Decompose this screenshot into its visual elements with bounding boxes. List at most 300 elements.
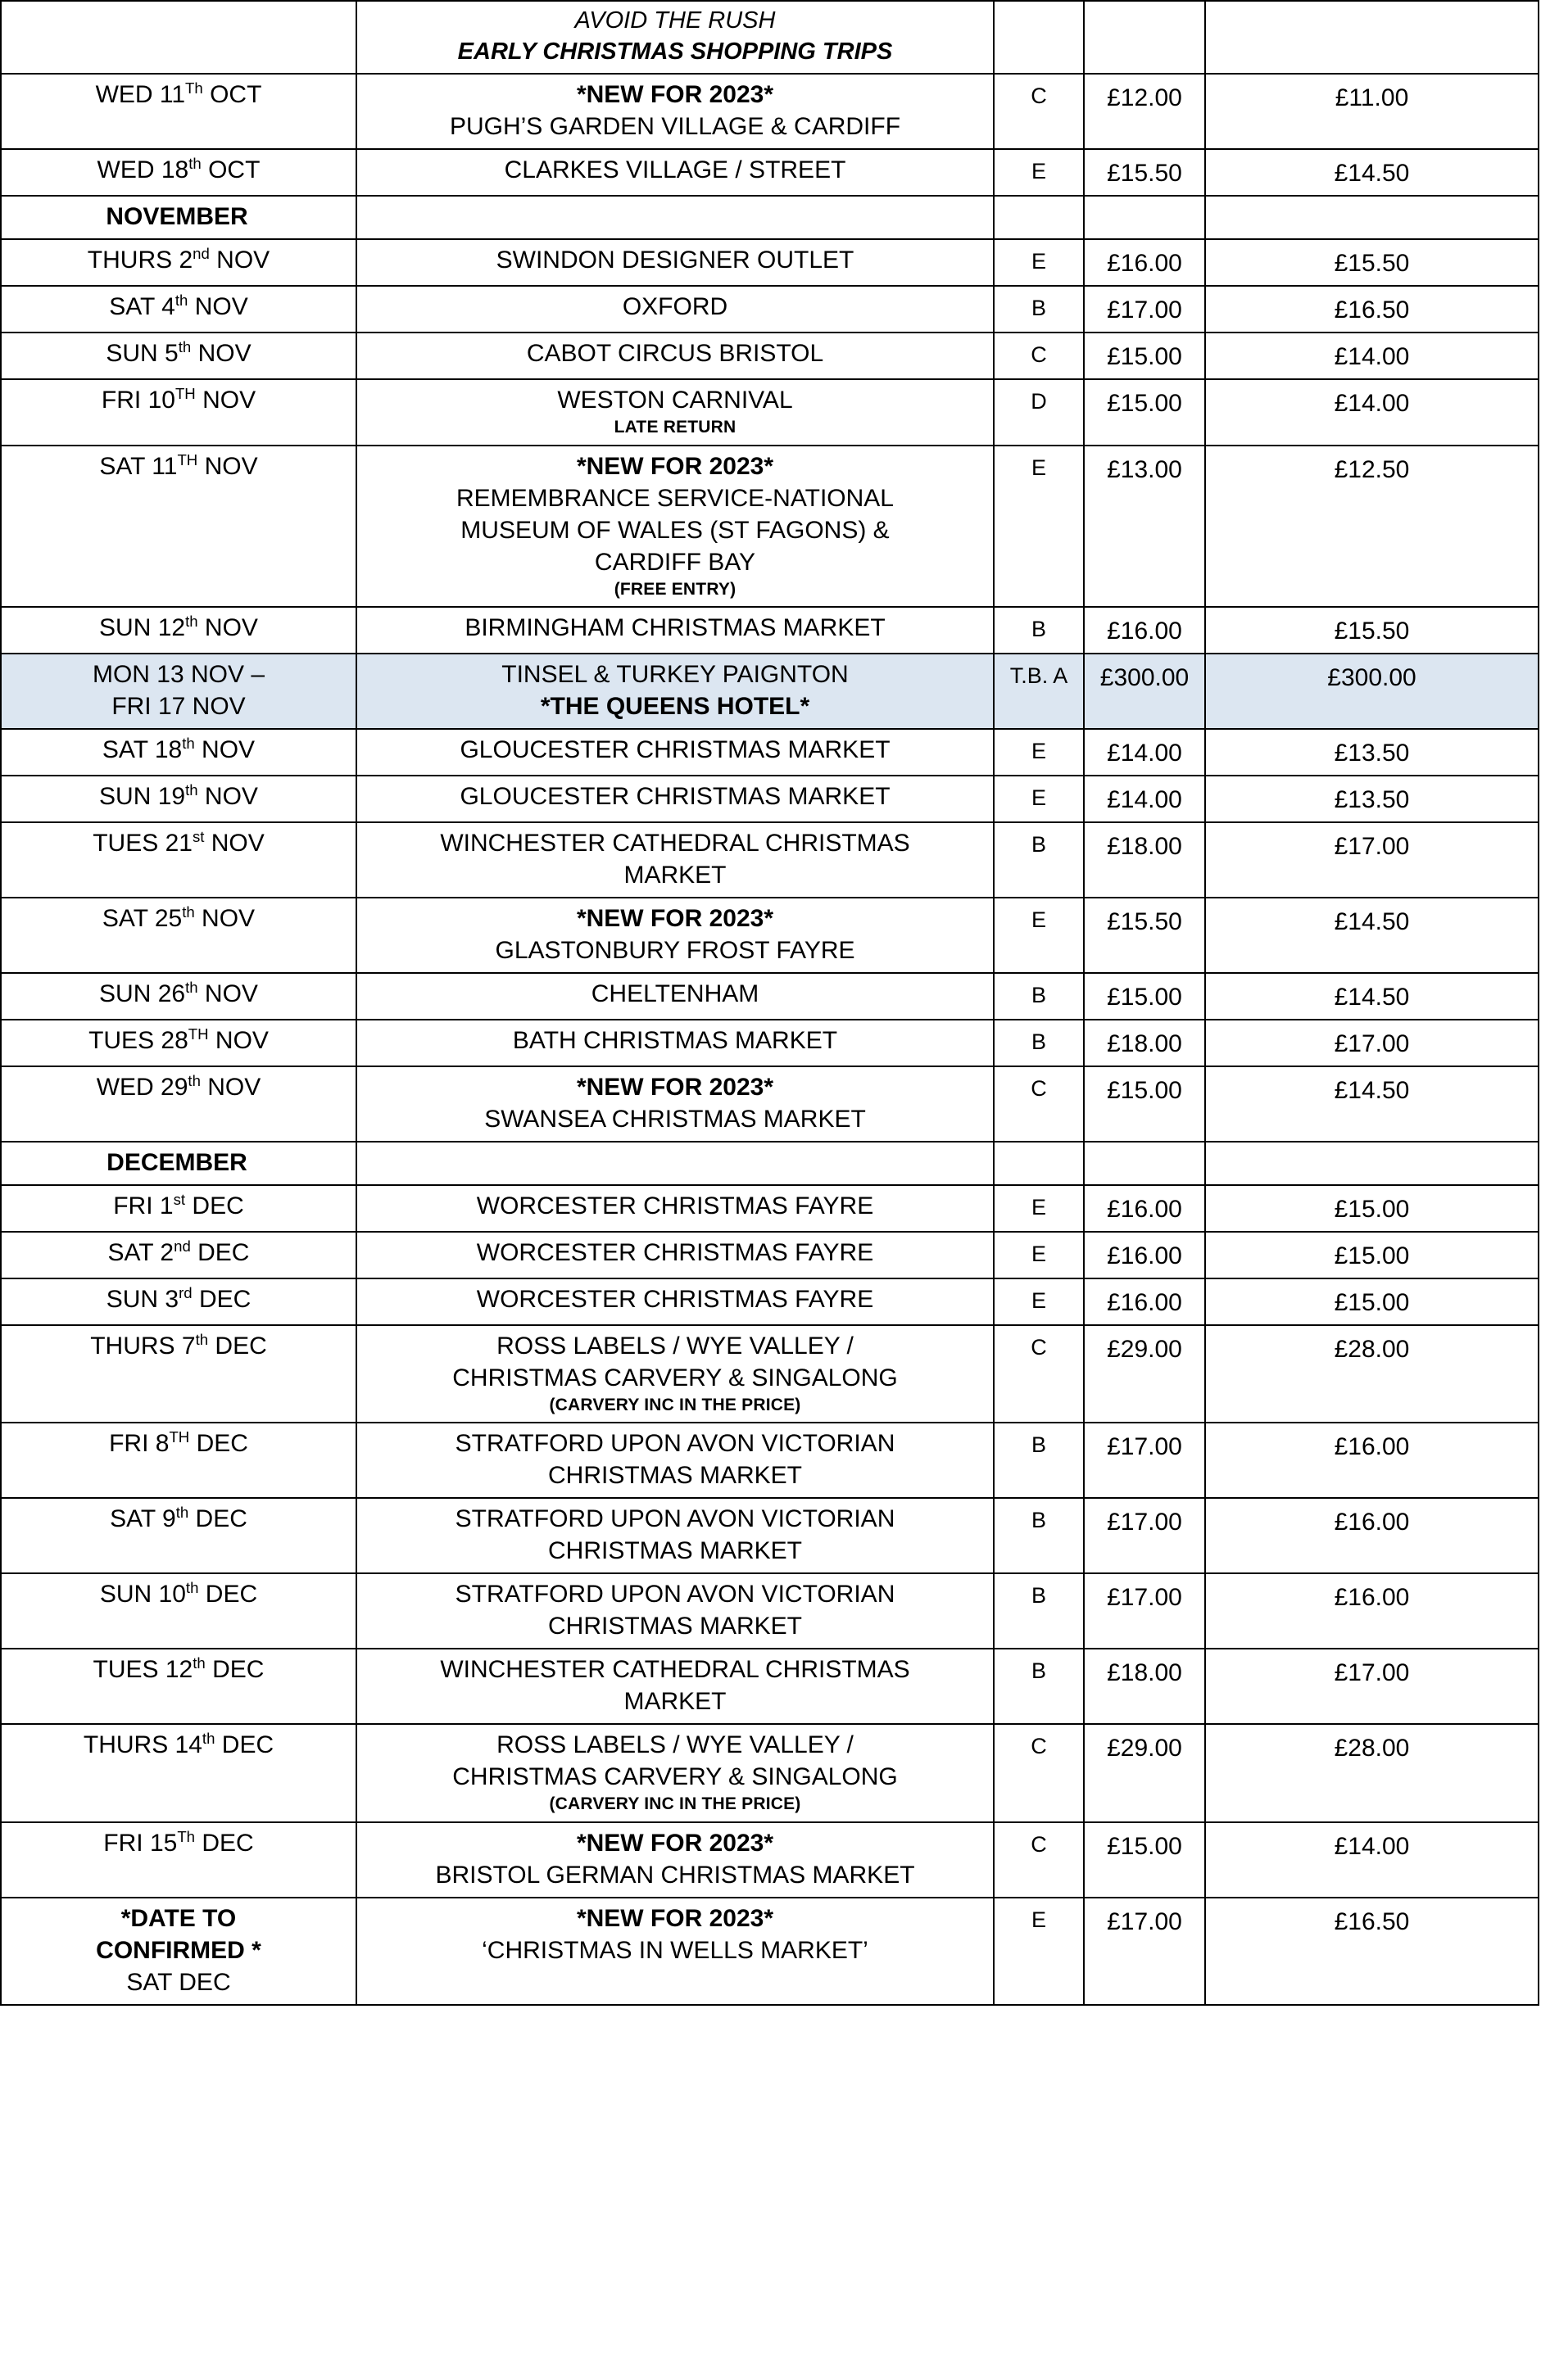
trip-date-cell (1, 1724, 356, 1821)
trip-destination-line: WORCESTER CHRISTMAS FAYRE (476, 1238, 874, 1266)
trip-grade-cell (994, 149, 1084, 196)
trip-destination-cell (356, 1724, 994, 1821)
table-row (1, 1423, 1539, 1498)
trip-date-cell (1, 196, 356, 239)
date-ordinal-suffix: nd (174, 1237, 191, 1255)
trip-date-cell (1, 654, 356, 729)
trip-date-text (2, 1423, 356, 1465)
trip-concession-fare-cell (1205, 286, 1539, 333)
trip-date-cell (1, 286, 356, 333)
trip-adult-fare-cell (1084, 379, 1205, 445)
date-ordinal-suffix: th (175, 1504, 189, 1522)
trip-grade-cell (994, 1020, 1084, 1066)
trip-destination-line: ROSS LABELS / WYE VALLEY / (496, 1731, 854, 1759)
trip-grade-text: E (1031, 785, 1046, 810)
trip-concession-fare-cell (1205, 822, 1539, 898)
trip-concession-fare-cell (1205, 1898, 1539, 2005)
trip-destination-line: SWANSEA CHRISTMAS MARKET (484, 1105, 866, 1133)
trip-concession-fare-cell (1205, 1325, 1539, 1423)
trip-date-line: SUN 5th NOV (106, 338, 252, 368)
trip-destination-line: REMEMBRANCE SERVICE-NATIONAL (456, 484, 894, 512)
trip-destination-text (357, 823, 993, 897)
trip-destination-line: CHRISTMAS MARKET (547, 1537, 803, 1565)
trip-concession-fare-cell (1205, 729, 1539, 776)
table-row (1, 822, 1539, 898)
trip-date-text (2, 654, 356, 728)
trip-date-line: *DATE TO (120, 1904, 237, 1932)
trip-adult-fare-text: £15.50 (1107, 907, 1182, 935)
trip-destination-text (357, 287, 993, 328)
trip-date-line: THURS 7th DEC (90, 1330, 267, 1360)
trip-date-text (2, 1823, 356, 1865)
trip-concession-fare-cell (1205, 1232, 1539, 1278)
trip-concession-fare-text: £16.00 (1334, 1509, 1410, 1536)
table-row (1, 1, 1539, 74)
date-ordinal-suffix: TH (169, 1428, 190, 1446)
trip-adult-fare-cell (1084, 333, 1205, 379)
trip-date-text (2, 1020, 356, 1062)
table-row (1, 1066, 1539, 1142)
trip-destination-line: *NEW FOR 2023* (576, 904, 774, 932)
table-row (1, 654, 1539, 729)
trip-date-cell (1, 379, 356, 445)
trip-date-line: THURS 2nd NOV (87, 245, 270, 274)
trip-date-text (2, 333, 356, 375)
trip-grade-text: B (1031, 831, 1046, 857)
trip-destination-note: (CARVERY INC IN THE PRICE) (549, 1794, 801, 1814)
table-row (1, 1142, 1539, 1185)
trip-destination-cell (356, 776, 994, 822)
trip-destination-cell (356, 1573, 994, 1649)
trip-destination-text (357, 333, 993, 375)
trip-adult-fare-text (1085, 2, 1204, 33)
trip-date-line: CONFIRMED * (96, 1936, 261, 1964)
trip-destination-text (357, 1067, 993, 1141)
trip-date-cell (1, 1822, 356, 1898)
trip-destination-cell (356, 149, 994, 196)
trip-date-cell (1, 1066, 356, 1142)
trip-destination-line: STRATFORD UPON AVON VICTORIAN (455, 1505, 895, 1533)
trip-grade-cell (994, 1724, 1084, 1821)
trip-date-text (2, 75, 356, 116)
trip-concession-fare-text: £16.00 (1334, 1433, 1410, 1461)
date-ordinal-suffix: TH (188, 1025, 209, 1043)
date-ordinal-suffix: th (188, 1071, 201, 1089)
trip-destination-text (357, 1326, 993, 1422)
trip-date-text (2, 1574, 356, 1616)
trip-adult-fare-text: £17.00 (1107, 1433, 1182, 1461)
trip-concession-fare-text: £14.50 (1334, 1076, 1410, 1104)
trip-adult-fare-cell (1084, 1822, 1205, 1898)
trip-grade-cell (994, 196, 1084, 239)
trip-concession-fare-cell (1205, 898, 1539, 973)
trip-date-line: FRI 10TH NOV (101, 385, 256, 414)
trip-date-text (2, 776, 356, 818)
trip-date-text (2, 2, 356, 33)
trip-date-cell (1, 1185, 356, 1232)
table-row (1, 333, 1539, 379)
trip-destination-cell (356, 898, 994, 973)
trip-destination-text (357, 1423, 993, 1497)
date-ordinal-suffix: st (192, 827, 205, 845)
trip-grade-cell (994, 607, 1084, 654)
table-row (1, 1498, 1539, 1573)
trip-destination-cell (356, 1649, 994, 1724)
trip-concession-fare-text: £14.00 (1334, 343, 1410, 371)
date-ordinal-suffix: nd (193, 245, 210, 263)
trip-destination-cell (356, 74, 994, 149)
trip-grade-cell (994, 776, 1084, 822)
trip-destination-cell (356, 286, 994, 333)
trip-concession-fare-text: £11.00 (1335, 84, 1409, 112)
trip-adult-fare-cell (1084, 1498, 1205, 1573)
trip-grade-cell (994, 1822, 1084, 1898)
trip-adult-fare-cell (1084, 1898, 1205, 2005)
trip-grade-cell (994, 973, 1084, 1020)
trip-date-text (2, 1898, 356, 2004)
trip-date-text (2, 1233, 356, 1274)
trip-adult-fare-text: £15.00 (1107, 983, 1182, 1011)
trip-grade-text: E (1031, 1287, 1046, 1313)
trip-concession-fare-cell (1205, 776, 1539, 822)
trip-date-cell (1, 1020, 356, 1066)
trip-adult-fare-cell (1084, 1, 1205, 74)
trip-concession-fare-cell (1205, 1, 1539, 74)
trip-adult-fare-cell (1084, 654, 1205, 729)
trip-date-cell (1, 446, 356, 607)
trip-concession-fare-cell (1205, 973, 1539, 1020)
table-row (1, 776, 1539, 822)
trip-grade-text: E (1031, 455, 1046, 480)
trip-date-cell (1, 1, 356, 74)
trip-grade-text: D (1031, 389, 1047, 414)
trip-destination-line: BIRMINGHAM CHRISTMAS MARKET (465, 613, 886, 641)
trip-concession-fare-text: £14.50 (1334, 983, 1410, 1011)
trip-destination-text (357, 1142, 993, 1174)
trip-adult-fare-text: £16.00 (1107, 617, 1182, 645)
trip-concession-fare-cell (1205, 74, 1539, 149)
date-ordinal-suffix: TH (174, 385, 196, 403)
trip-destination-cell (356, 654, 994, 729)
trip-adult-fare-cell (1084, 1724, 1205, 1821)
trip-destination-text (357, 730, 993, 771)
trip-date-line: SAT 18th NOV (102, 734, 256, 763)
trip-date-line: FRI 1st DEC (113, 1190, 244, 1219)
trip-adult-fare-cell (1084, 776, 1205, 822)
trip-destination-text (357, 654, 993, 728)
trip-date-line: SAT 25th NOV (102, 903, 256, 932)
date-ordinal-suffix: st (173, 1190, 186, 1208)
table-row (1, 1822, 1539, 1898)
trip-grade-text: B (1031, 616, 1046, 641)
trip-date-cell (1, 822, 356, 898)
date-ordinal-suffix: Th (177, 1827, 196, 1845)
trip-destination-line: GLASTONBURY FROST FAYRE (495, 936, 855, 964)
trip-adult-fare-text: £17.00 (1107, 1509, 1182, 1536)
date-ordinal-suffix: th (193, 1654, 206, 1672)
trip-destination-line: *THE QUEENS HOTEL* (540, 692, 810, 720)
trip-adult-fare-cell (1084, 973, 1205, 1020)
trip-grade-text (995, 197, 1083, 228)
trip-adult-fare-text: £300.00 (1099, 663, 1190, 691)
trip-destination-line: CHRISTMAS MARKET (547, 1613, 803, 1640)
trip-destination-line: WORCESTER CHRISTMAS FAYRE (476, 1192, 874, 1219)
table-row (1, 446, 1539, 607)
date-ordinal-suffix: th (185, 1579, 199, 1597)
trip-destination-cell (356, 1325, 994, 1423)
trip-destination-cell (356, 729, 994, 776)
trip-destination-line: TINSEL & TURKEY PAIGNTON (501, 660, 849, 688)
trip-grade-cell (994, 286, 1084, 333)
trip-destination-line: ROSS LABELS / WYE VALLEY / (496, 1332, 854, 1360)
trip-date-text (2, 197, 356, 238)
trip-grade-cell (994, 74, 1084, 149)
trip-grade-cell (994, 1278, 1084, 1325)
trip-date-line: TUES 28TH NOV (88, 1025, 269, 1054)
trip-date-text (2, 1499, 356, 1541)
trip-destination-cell (356, 822, 994, 898)
trip-concession-fare-cell (1205, 446, 1539, 607)
trip-date-text (2, 823, 356, 865)
trip-adult-fare-cell (1084, 1278, 1205, 1325)
trip-destination-line: WESTON CARNIVAL (557, 387, 793, 414)
trip-destination-line: SWINDON DESIGNER OUTLET (496, 247, 854, 274)
trip-adult-fare-text: £17.00 (1107, 296, 1182, 324)
trip-grade-cell (994, 1066, 1084, 1142)
trip-date-text (2, 1142, 356, 1184)
trip-grade-text: C (1031, 1334, 1047, 1360)
date-ordinal-suffix: Th (185, 79, 203, 97)
trip-destination-text (357, 1649, 993, 1723)
trip-concession-fare-cell (1205, 1142, 1539, 1185)
trip-concession-fare-text: £14.00 (1334, 390, 1410, 418)
trip-date-text (2, 1725, 356, 1767)
trip-destination-line: *NEW FOR 2023* (576, 1904, 774, 1932)
trip-concession-fare-text: £17.00 (1334, 1659, 1410, 1687)
trip-destination-text (357, 1020, 993, 1062)
trip-destination-line: *NEW FOR 2023* (576, 452, 774, 480)
trip-concession-fare-cell (1205, 1724, 1539, 1821)
trip-adult-fare-cell (1084, 898, 1205, 973)
trip-date-line: FRI 17 NOV (111, 692, 246, 720)
trip-destination-text (357, 150, 993, 192)
trip-date-text (2, 287, 356, 328)
trip-adult-fare-cell (1084, 1185, 1205, 1232)
trip-grade-cell (994, 333, 1084, 379)
trip-date-cell (1, 1649, 356, 1724)
trip-date-line: WED 29th NOV (96, 1071, 261, 1101)
trip-concession-fare-text: £15.00 (1334, 1195, 1410, 1223)
trip-concession-fare-cell (1205, 1278, 1539, 1325)
trip-date-cell (1, 1898, 356, 2005)
trip-concession-fare-text: £13.50 (1334, 785, 1410, 813)
trip-date-text (2, 380, 356, 422)
trip-adult-fare-text: £13.00 (1107, 455, 1182, 483)
trip-destination-line: GLOUCESTER CHRISTMAS MARKET (460, 735, 891, 763)
trip-destination-line: OXFORD (622, 293, 728, 321)
trip-grade-text: B (1031, 1658, 1046, 1684)
trip-destination-text (357, 197, 993, 228)
trip-adult-fare-cell (1084, 1649, 1205, 1724)
trip-adult-fare-text: £17.00 (1107, 1584, 1182, 1612)
trip-date-line: SAT 11TH NOV (99, 450, 258, 480)
trip-grade-text: E (1031, 1241, 1046, 1266)
date-ordinal-suffix: th (195, 1330, 209, 1348)
date-ordinal-suffix: th (202, 1730, 215, 1748)
trip-destination-line: ‘CHRISTMAS IN WELLS MARKET’ (482, 1936, 868, 1964)
trip-concession-fare-cell (1205, 607, 1539, 654)
trip-destination-cell (356, 1898, 994, 2005)
trip-date-cell (1, 1325, 356, 1423)
trip-date-cell (1, 1423, 356, 1498)
trip-adult-fare-cell (1084, 1325, 1205, 1423)
date-ordinal-suffix: th (185, 612, 198, 630)
trip-grade-text: E (1031, 907, 1046, 932)
trip-concession-fare-text: £28.00 (1334, 1335, 1410, 1363)
trip-concession-fare-cell (1205, 1185, 1539, 1232)
trip-concession-fare-cell (1205, 1423, 1539, 1498)
trip-destination-line: CHRISTMAS MARKET (547, 1462, 803, 1490)
trip-date-text (2, 1326, 356, 1368)
trip-destination-line: STRATFORD UPON AVON VICTORIAN (455, 1430, 895, 1458)
trip-adult-fare-cell (1084, 1423, 1205, 1498)
table-row (1, 286, 1539, 333)
trip-adult-fare-text: £18.00 (1107, 1659, 1182, 1687)
trip-date-line: FRI 15Th DEC (103, 1827, 254, 1857)
trip-destination-text (357, 1725, 993, 1821)
trip-date-text (2, 240, 356, 282)
trip-concession-fare-text: £13.50 (1334, 739, 1410, 767)
trip-grade-cell (994, 654, 1084, 729)
trip-destination-text (357, 776, 993, 818)
trip-destination-note: (CARVERY INC IN THE PRICE) (549, 1395, 801, 1414)
trip-adult-fare-text: £15.00 (1107, 390, 1182, 418)
trip-date-cell (1, 1142, 356, 1185)
trip-concession-fare-text: £17.00 (1334, 832, 1410, 860)
trip-date-text (2, 1186, 356, 1228)
trip-concession-fare-cell (1205, 1066, 1539, 1142)
trip-grade-text: B (1031, 1432, 1046, 1458)
trip-adult-fare-cell (1084, 239, 1205, 286)
trip-adult-fare-text: £16.00 (1107, 1288, 1182, 1316)
table-row (1, 898, 1539, 973)
trip-grade-text: E (1031, 738, 1046, 763)
trip-adult-fare-text: £16.00 (1107, 1242, 1182, 1269)
trip-concession-fare-text: £15.00 (1334, 1242, 1410, 1269)
trip-adult-fare-cell (1084, 1573, 1205, 1649)
trip-date-line: SUN 19th NOV (99, 781, 258, 810)
table-row (1, 196, 1539, 239)
trip-adult-fare-text: £16.00 (1107, 1195, 1182, 1223)
trip-grade-cell (994, 729, 1084, 776)
trip-destination-line: MARKET (623, 861, 727, 889)
trip-destination-text (357, 608, 993, 649)
trip-destination-text (357, 974, 993, 1016)
trip-grade-text: C (1031, 1734, 1047, 1759)
trip-grade-text: E (1031, 159, 1046, 184)
trip-destination-line: WINCHESTER CATHEDRAL CHRISTMAS (440, 1656, 910, 1684)
table-row (1, 1573, 1539, 1649)
trip-destination-text (357, 2, 993, 73)
banner-line-1: AVOID THE RUSH (574, 7, 776, 34)
trip-adult-fare-text (1085, 1142, 1204, 1174)
trip-destination-text (357, 898, 993, 972)
date-ordinal-suffix: th (188, 155, 202, 173)
trip-grade-cell (994, 239, 1084, 286)
trip-grade-text: E (1031, 1907, 1046, 1932)
trip-grade-cell (994, 1185, 1084, 1232)
table-row (1, 1185, 1539, 1232)
trip-destination-text (357, 1279, 993, 1321)
table-row (1, 1898, 1539, 2005)
trip-adult-fare-text: £17.00 (1107, 1907, 1182, 1935)
trip-concession-fare-cell (1205, 149, 1539, 196)
trip-grade-cell (994, 379, 1084, 445)
trip-grade-text: E (1031, 1194, 1046, 1219)
table-row (1, 239, 1539, 286)
trip-destination-line: MARKET (623, 1688, 727, 1716)
trip-destination-cell (356, 607, 994, 654)
trip-destination-text (357, 1574, 993, 1648)
trip-concession-fare-cell (1205, 239, 1539, 286)
month-heading: NOVEMBER (106, 203, 248, 231)
trip-grade-text: B (1031, 982, 1046, 1007)
month-heading: DECEMBER (107, 1148, 247, 1176)
trip-concession-fare-text (1206, 2, 1538, 33)
table-row (1, 1325, 1539, 1423)
trip-grade-text: B (1031, 1029, 1046, 1054)
trip-destination-cell (356, 196, 994, 239)
trip-concession-fare-cell (1205, 654, 1539, 729)
trip-destination-text (357, 446, 993, 606)
trip-date-cell (1, 776, 356, 822)
trip-concession-fare-text: £15.00 (1334, 1288, 1410, 1316)
trip-grade-text (995, 1142, 1083, 1174)
trip-concession-fare-text: £15.50 (1334, 617, 1410, 645)
trip-destination-cell (356, 1142, 994, 1185)
trip-date-line: SUN 26th NOV (99, 978, 258, 1007)
trip-grade-text: C (1031, 1075, 1047, 1101)
trip-destination-line: GLOUCESTER CHRISTMAS MARKET (460, 782, 891, 810)
trip-concession-fare-cell (1205, 1822, 1539, 1898)
trip-adult-fare-cell (1084, 286, 1205, 333)
trip-grade-cell (994, 822, 1084, 898)
trip-concession-fare-cell (1205, 379, 1539, 445)
trip-date-line: THURS 14th DEC (83, 1730, 274, 1759)
trip-destination-text (357, 1499, 993, 1572)
trip-destination-line: *NEW FOR 2023* (576, 81, 774, 109)
trip-destination-cell (356, 1822, 994, 1898)
trip-concession-fare-cell (1205, 1649, 1539, 1724)
trip-adult-fare-text: £29.00 (1107, 1735, 1182, 1762)
trip-date-line: SUN 3rd DEC (106, 1283, 252, 1313)
trip-date-line: WED 18th OCT (97, 155, 261, 184)
trip-destination-line: BATH CHRISTMAS MARKET (512, 1026, 838, 1054)
trip-concession-fare-text: £28.00 (1334, 1735, 1410, 1762)
trip-date-line: SAT 9th DEC (110, 1504, 247, 1533)
table-row (1, 1649, 1539, 1724)
trip-destination-cell (356, 1066, 994, 1142)
trip-adult-fare-cell (1084, 1232, 1205, 1278)
trip-concession-fare-cell (1205, 1573, 1539, 1649)
date-ordinal-suffix: th (182, 734, 195, 752)
trip-destination-cell (356, 446, 994, 607)
trip-grade-cell (994, 898, 1084, 973)
trip-grade-cell (994, 1498, 1084, 1573)
trip-adult-fare-cell (1084, 1020, 1205, 1066)
trip-date-cell (1, 1573, 356, 1649)
trip-date-cell (1, 607, 356, 654)
